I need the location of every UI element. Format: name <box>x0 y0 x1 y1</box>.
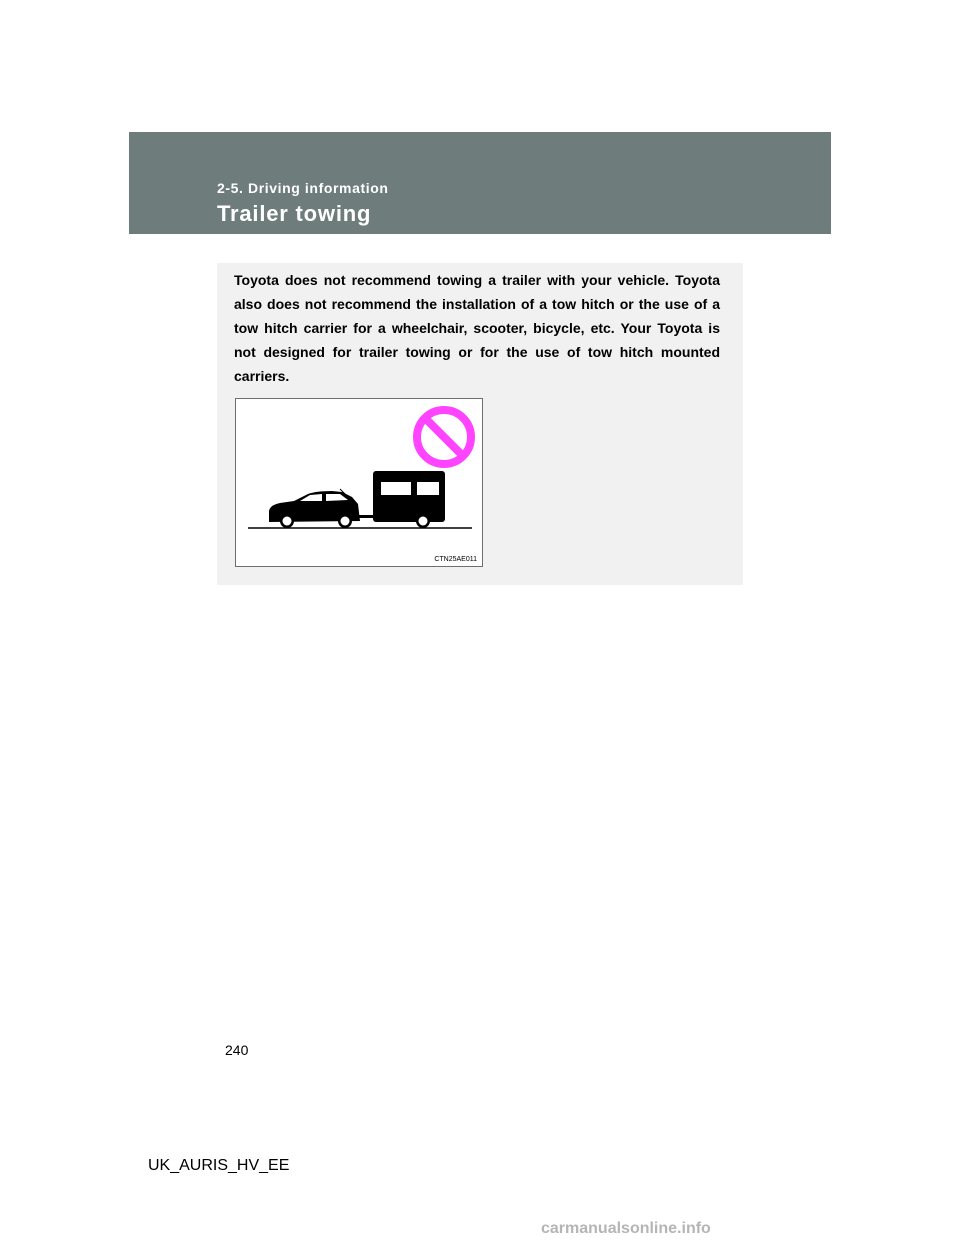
towing-illustration <box>236 399 482 566</box>
watermark-text: carmanualsonline.info <box>541 1220 711 1237</box>
prohibition-icon <box>417 410 471 464</box>
page-number: 240 <box>225 1042 249 1058</box>
intro-paragraph: Toyota does not recommend towing a trailer with your vehicle. Toyota also does not recommend the installation of a tow hitch or the use of a tow hitch carrier for a wheelchair, scooter, bicycle, etc. Your Toyota is not designed for trailer towing or for the use of tow hitch mounted carriers. <box>234 272 720 384</box>
trailer-towing-figure <box>235 398 483 567</box>
figure-code: CTN25AE011 <box>434 556 477 563</box>
document-code: UK_AURIS_HV_EE <box>148 1157 290 1174</box>
trailer-icon <box>373 471 445 528</box>
section-label: 2-5. Driving information <box>217 180 389 196</box>
page-title: Trailer towing <box>217 201 372 226</box>
car-icon <box>269 489 360 528</box>
tow-bar <box>359 515 375 518</box>
